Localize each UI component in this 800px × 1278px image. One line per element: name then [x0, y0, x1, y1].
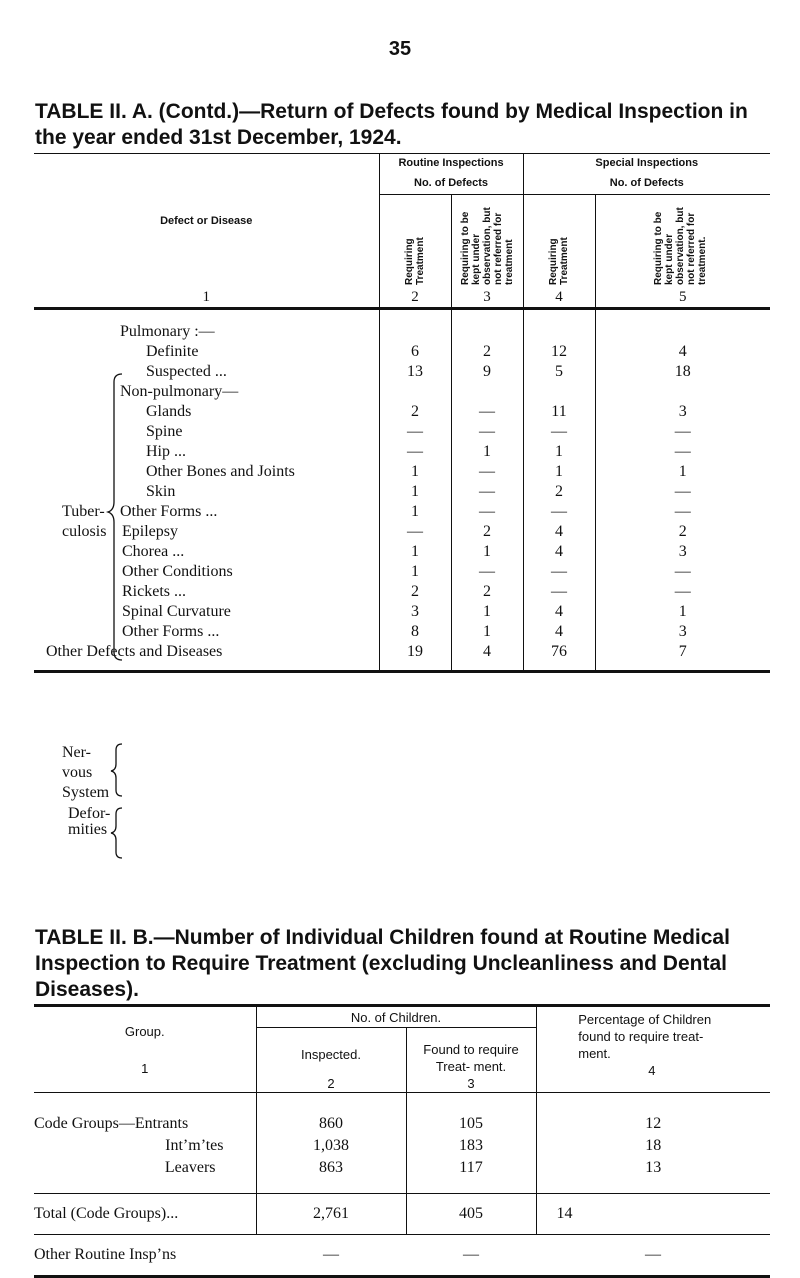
- found-header: Found to require Treat- ment. 3: [406, 1028, 536, 1093]
- row-label: Non-pulmonary—: [120, 383, 239, 400]
- no-children-header: No. of Children.: [256, 1006, 536, 1028]
- table-a-title: TABLE II. A. (Contd.)—Return of Defects found by Medical Inspection in the year ended 31st December, 1924.: [35, 100, 748, 149]
- cell-c2: 13: [379, 362, 451, 382]
- cell-c4: 2: [523, 482, 595, 502]
- cell-c3: [451, 322, 523, 342]
- inspected-cell: 860: [256, 1113, 406, 1135]
- cell-c5: —: [595, 582, 770, 602]
- cell-c4: 76: [523, 642, 595, 662]
- cell-c2: 3: [379, 602, 451, 622]
- group-tuberculosis: Tuber- culosis: [62, 503, 107, 540]
- col-b-num-2: 2: [327, 1076, 335, 1091]
- total-pct: 14: [536, 1194, 770, 1235]
- cell-c4: —: [523, 582, 595, 602]
- row-label: Spine: [146, 423, 183, 440]
- table-row: [34, 342, 770, 362]
- other-inspected: —: [256, 1235, 406, 1277]
- cell-c4: —: [523, 422, 595, 442]
- page-number: 35: [388, 38, 412, 60]
- special-no-defects: No. of Defects: [523, 172, 770, 195]
- row-label: Pulmonary :—: [120, 323, 215, 340]
- table-row: [34, 1135, 770, 1157]
- cell-c3: 1: [451, 622, 523, 642]
- cell-c2: 6: [379, 342, 451, 362]
- row-label: Chorea ...: [122, 543, 185, 560]
- routine-no-defects: No. of Defects: [379, 172, 523, 195]
- row-label: Skin: [146, 483, 176, 500]
- cell-c2: 2: [379, 582, 451, 602]
- table-row: [34, 642, 770, 662]
- cell-c3: —: [451, 462, 523, 482]
- cell-c5: [595, 322, 770, 342]
- table-row: [34, 542, 770, 562]
- cell-c3: 1: [451, 602, 523, 622]
- row-label: Other Forms ...: [120, 503, 218, 520]
- cell-c2: [379, 322, 451, 342]
- cell-c2: —: [379, 522, 451, 542]
- cell-c5: 3: [595, 542, 770, 562]
- row-label: Hip ...: [146, 443, 186, 460]
- cell-c5: —: [595, 502, 770, 522]
- cell-c4: 11: [523, 402, 595, 422]
- table-row: [34, 622, 770, 642]
- cell-c3: 1: [451, 542, 523, 562]
- table-row: [34, 482, 770, 502]
- cell-c3: 1: [451, 442, 523, 462]
- row-label: Leavers: [164, 1159, 216, 1176]
- table-row: [34, 362, 770, 382]
- found-cell: 105: [406, 1113, 536, 1135]
- inspected-header: Inspected. 2: [256, 1028, 406, 1093]
- cell-c3: —: [451, 562, 523, 582]
- col-num-1: 1: [34, 287, 379, 309]
- row-label: Glands: [146, 403, 192, 420]
- pct-cell: 13: [536, 1157, 770, 1179]
- cell-c2: —: [379, 442, 451, 462]
- cell-c4: 4: [523, 522, 595, 542]
- table-row: [34, 502, 770, 522]
- inspected-cell: 1,038: [256, 1135, 406, 1157]
- cell-c3: [451, 382, 523, 402]
- cell-c5: 18: [595, 362, 770, 382]
- row-label: Definite: [146, 343, 199, 360]
- col-b-num-3: 3: [467, 1076, 475, 1091]
- cell-c5: 1: [595, 462, 770, 482]
- table-row: [34, 602, 770, 622]
- table-row: [34, 522, 770, 542]
- other-pct: —: [536, 1235, 770, 1277]
- col5-header: Requiring to be kept under observation, but not referred for treatment.: [595, 195, 770, 288]
- cell-c5: 1: [595, 602, 770, 622]
- cell-c3: —: [451, 502, 523, 522]
- cell-c5: —: [595, 422, 770, 442]
- cell-c2: 1: [379, 482, 451, 502]
- col-b-num-4: 4: [648, 1063, 656, 1078]
- cell-c2: 1: [379, 542, 451, 562]
- table-row: [34, 422, 770, 442]
- cell-c5: [595, 382, 770, 402]
- row-label: Epilepsy: [122, 523, 178, 540]
- table-row: [34, 462, 770, 482]
- total-label: Total (Code Groups)...: [34, 1194, 256, 1235]
- row-label: Suspected ...: [146, 363, 227, 380]
- pct-cell: 12: [536, 1113, 770, 1135]
- table-row: [34, 382, 770, 402]
- table-b-title: TABLE II. B.—Number of Individual Children found at Routine Medical Inspection to Require Treatment (excluding Uncleanliness and Dental Diseases).: [35, 926, 730, 1001]
- row-label: Other Bones and Joints: [146, 463, 295, 480]
- cell-c4: 4: [523, 602, 595, 622]
- cell-c3: 4: [451, 642, 523, 662]
- cell-c3: 2: [451, 582, 523, 602]
- cell-c4: —: [523, 562, 595, 582]
- cell-c4: —: [523, 502, 595, 522]
- cell-c3: 9: [451, 362, 523, 382]
- cell-c2: 8: [379, 622, 451, 642]
- children-table: [34, 1004, 770, 1278]
- cell-c2: 19: [379, 642, 451, 662]
- cell-c3: —: [451, 482, 523, 502]
- defect-col-header: Defect or Disease: [34, 154, 379, 288]
- cell-c3: 2: [451, 522, 523, 542]
- cell-c3: 2: [451, 342, 523, 362]
- row-label: Other Forms ...: [122, 623, 220, 640]
- other-label: Other Routine Insp’ns: [34, 1235, 256, 1277]
- cell-c5: 3: [595, 402, 770, 422]
- cell-c2: 1: [379, 502, 451, 522]
- cell-c5: 3: [595, 622, 770, 642]
- row-label: Rickets ...: [122, 583, 186, 600]
- cell-c4: [523, 382, 595, 402]
- total-inspected: 2,761: [256, 1194, 406, 1235]
- cell-c2: 1: [379, 462, 451, 482]
- cell-c4: 1: [523, 462, 595, 482]
- routine-header: Routine Inspections: [379, 154, 523, 173]
- cell-c3: —: [451, 402, 523, 422]
- group-deformities: Defor- mities: [68, 805, 111, 838]
- percentage-header: Percentage of Children found to require treat- ment. 4: [536, 1006, 770, 1093]
- defects-table: [34, 153, 770, 673]
- cell-c2: —: [379, 422, 451, 442]
- total-found: 405: [406, 1194, 536, 1235]
- cell-c5: 7: [595, 642, 770, 662]
- col4-header: Requiring Treatment: [523, 195, 595, 288]
- total-row: [34, 1194, 770, 1235]
- inspected-cell: 863: [256, 1157, 406, 1179]
- pct-cell: 18: [536, 1135, 770, 1157]
- table-row: [34, 322, 770, 342]
- cell-c5: —: [595, 562, 770, 582]
- found-cell: 183: [406, 1135, 536, 1157]
- cell-c4: 5: [523, 362, 595, 382]
- cell-c4: 4: [523, 622, 595, 642]
- cell-c5: —: [595, 482, 770, 502]
- row-label: Other Defects and Diseases: [46, 643, 223, 660]
- row-label: Code Groups—Entrants: [34, 1115, 189, 1132]
- row-label: Other Conditions: [122, 563, 233, 580]
- cell-c4: 12: [523, 342, 595, 362]
- table-row: [34, 1157, 770, 1179]
- cell-c2: 1: [379, 562, 451, 582]
- special-header: Special Inspections: [523, 154, 770, 173]
- col-num-4: 4: [523, 287, 595, 309]
- table-row: [34, 582, 770, 602]
- table-row: [34, 402, 770, 422]
- found-cell: 117: [406, 1157, 536, 1179]
- cell-c5: 4: [595, 342, 770, 362]
- table-row: [34, 442, 770, 462]
- col-b-num-1: 1: [141, 1060, 149, 1076]
- cell-c2: [379, 382, 451, 402]
- col3-header: Requiring to be kept under observation, but not referred for treatment: [451, 195, 523, 288]
- cell-c4: 1: [523, 442, 595, 462]
- cell-c5: 2: [595, 522, 770, 542]
- col-num-5: 5: [595, 287, 770, 309]
- row-label: Int’m’tes: [165, 1137, 224, 1154]
- group-nervous-system: Ner- vous System: [62, 744, 110, 801]
- table-row: [34, 562, 770, 582]
- col-num-3: 3: [451, 287, 523, 309]
- other-found: —: [406, 1235, 536, 1277]
- group-header: Group. 1: [34, 1006, 256, 1093]
- col2-header: Requiring Treatment: [379, 195, 451, 288]
- row-label: Spinal Curvature: [122, 603, 231, 620]
- cell-c4: [523, 322, 595, 342]
- table-row: [34, 1113, 770, 1135]
- cell-c5: —: [595, 442, 770, 462]
- col-num-2: 2: [379, 287, 451, 309]
- cell-c4: 4: [523, 542, 595, 562]
- cell-c3: —: [451, 422, 523, 442]
- cell-c2: 2: [379, 402, 451, 422]
